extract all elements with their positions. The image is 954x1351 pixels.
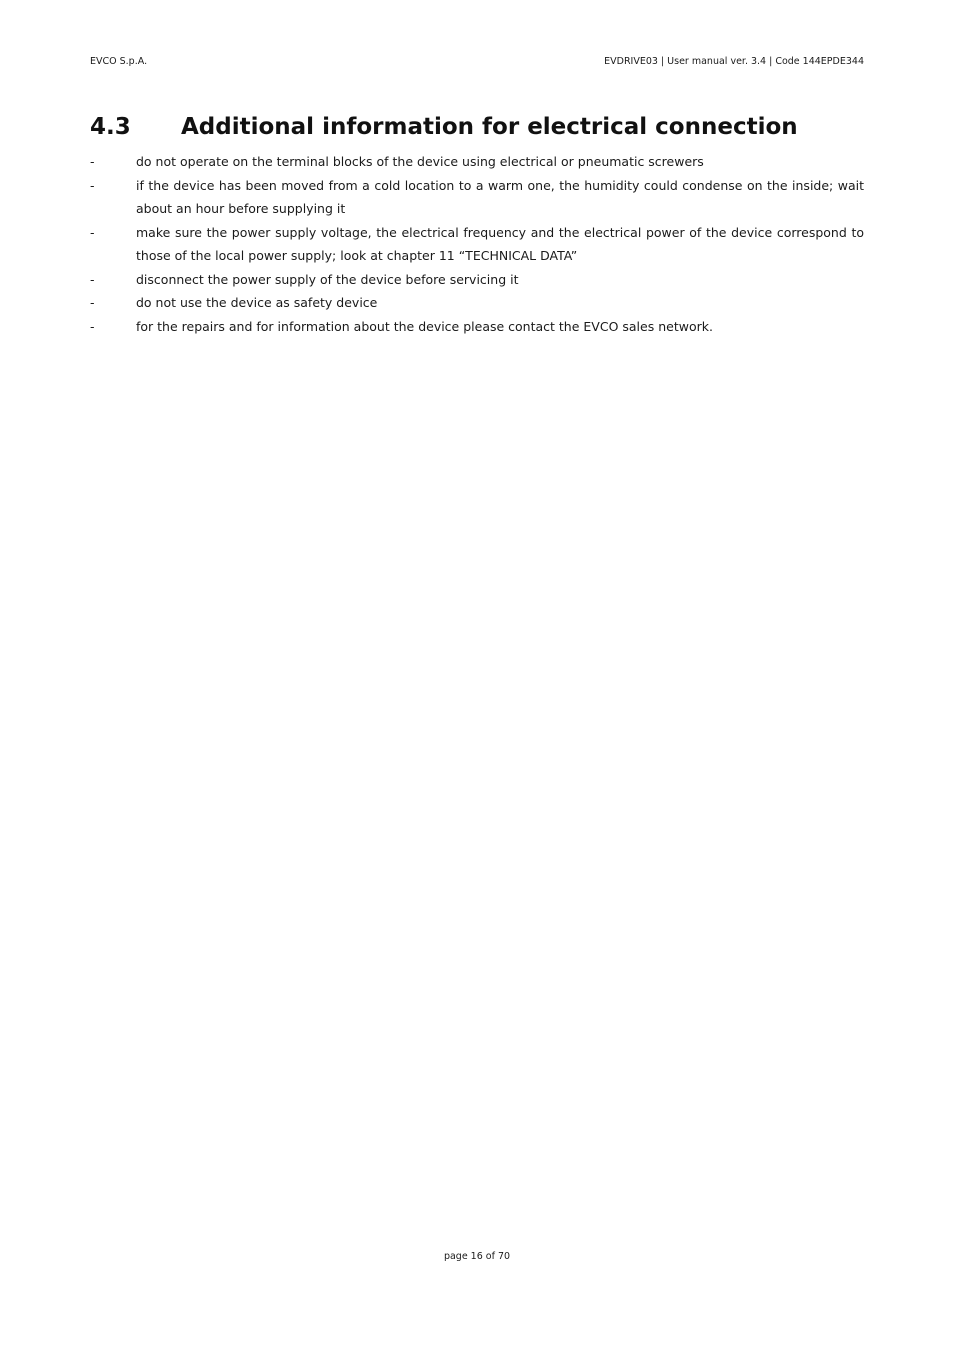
page-header (90, 55, 864, 69)
document-info: EVDRIVE03 | User manual ver. 3.4 | Code 144EPDE344 (604, 56, 864, 67)
list-dash: - (90, 271, 95, 287)
list-item (90, 150, 864, 174)
list-item (90, 268, 864, 292)
list-dash: - (90, 318, 95, 334)
list-dash: - (90, 154, 95, 169)
page-number: page 16 of 70 (443, 1251, 511, 1262)
list-item-text: for the repairs and for information about the device please contact the EVCO sales network. (136, 318, 713, 334)
section-number: 4.3 (90, 114, 131, 140)
list-item-text: disconnect the power supply of the device before servicing it (136, 271, 519, 287)
list-item (90, 174, 864, 221)
list-item (90, 221, 864, 268)
list-item-text: do not operate on the terminal blocks of the device using electrical or pneumatic screwers (136, 154, 704, 169)
list-item (90, 315, 864, 339)
page-footer (0, 1250, 954, 1264)
list-item (90, 291, 864, 315)
bullet-list (90, 150, 864, 338)
list-dash: - (90, 177, 95, 193)
list-item-text: if the device has been moved from a cold location to a warm one, the humidity could condense on the inside; wait about an hour before supplying it (136, 177, 864, 216)
list-dash: - (90, 295, 95, 310)
list-dash: - (90, 224, 95, 240)
list-item-text: do not use the device as safety device (136, 295, 378, 310)
section-heading (90, 112, 864, 142)
company-name: EVCO S.p.A. (90, 56, 148, 67)
section-title: Additional information for electrical connection (181, 114, 798, 140)
list-item-text: make sure the power supply voltage, the electrical frequency and the electrical power of the device correspond to those of the local power supply; look at chapter 11 “TECHNICAL DATA” (136, 224, 864, 263)
